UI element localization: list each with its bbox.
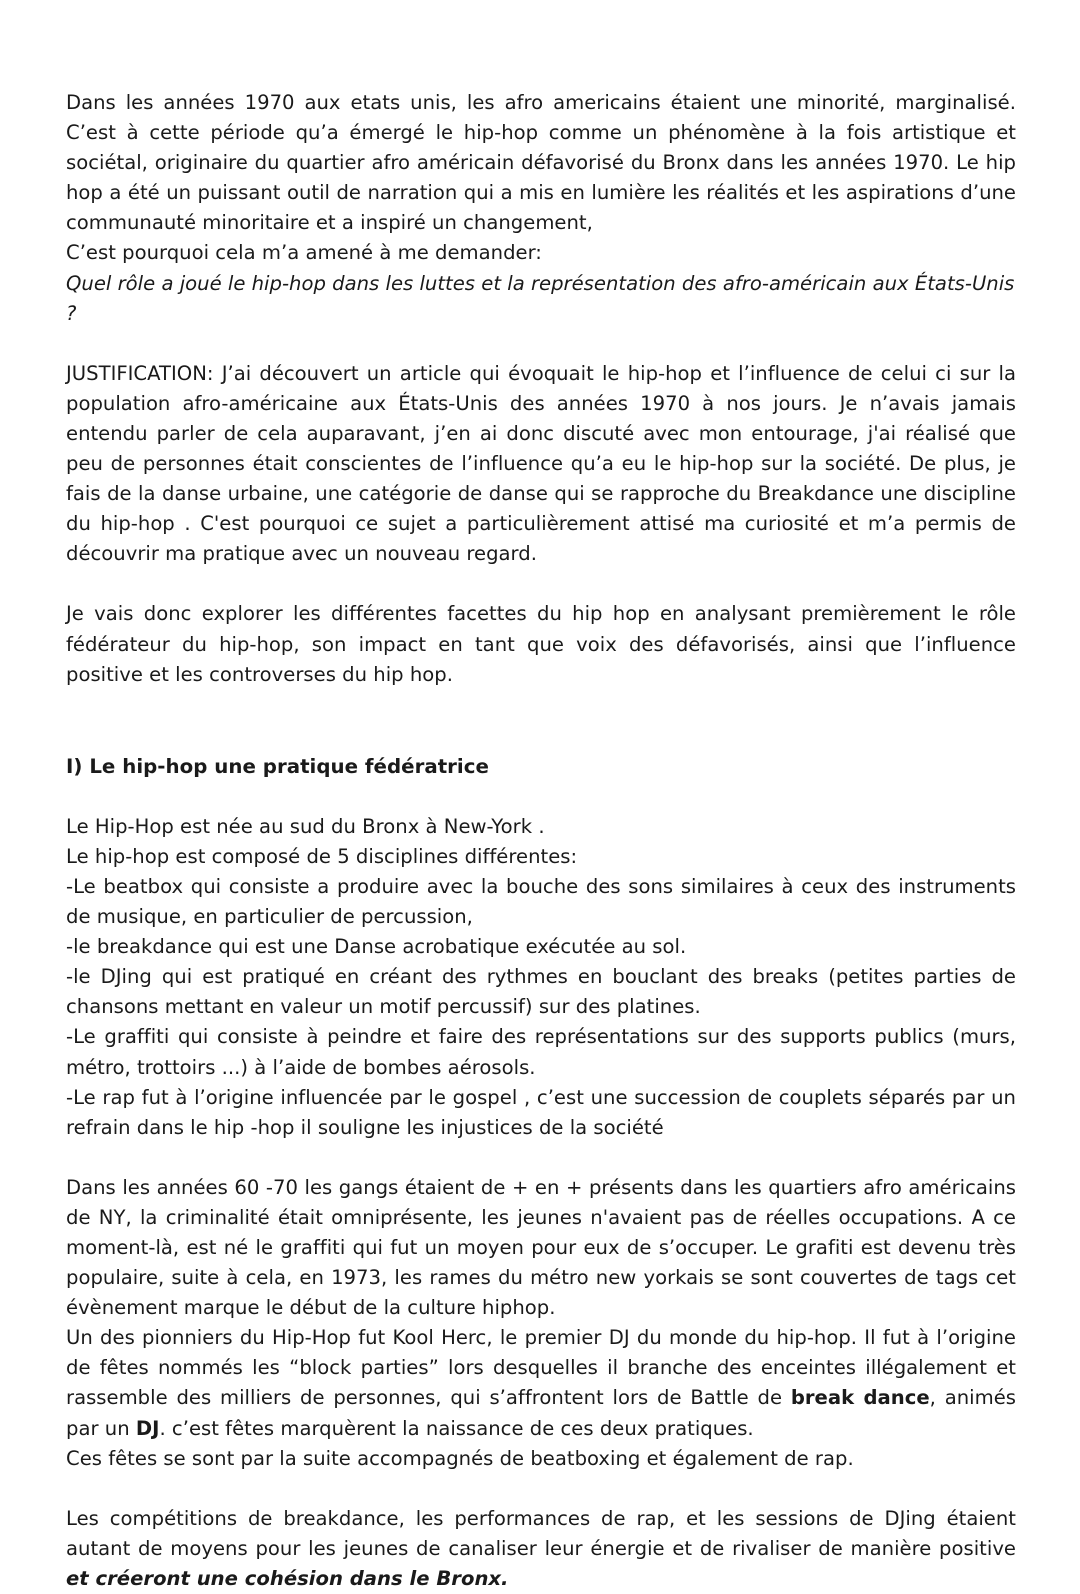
spacer xyxy=(66,1143,1016,1173)
justification-paragraph-text: JUSTIFICATION: J’ai découvert un article qui évoquait le hip-hop et l’influence de celui ci sur la population afro-américaine aux États-Unis des années 1970 à nos jours. Je n’avais jamais entendu parler de cela auparavant, j’en ai donc discuté avec mon entourage, j'ai réalisé que peu de personnes était conscientes de l’influence qu’a eu le hip-hop sur la société. De plus, je fais de la danse urbaine, une catégorie de danse qui se rapproche du Breakdance une discipline du hip-hop . C'est pourquoi ce sujet a particulièrement attisé ma curiosité et m’a permis de découvrir ma pratique avec un nouveau regard. xyxy=(66,361,1016,566)
kool-herc-bold-dj: DJ xyxy=(135,1416,160,1440)
spacer xyxy=(66,1474,1016,1504)
section-one-heading xyxy=(66,752,1016,782)
discipline-item xyxy=(66,872,1016,932)
kool-herc-bold-break-dance: break dance xyxy=(790,1386,930,1410)
kool-herc-part1: Un des pionniers du Hip-Hop fut Kool Herc, le premier DJ du monde du hip-hop. Il fut à l’origine de fêtes nommés les “block parties” lors desquelles il branche des enceintes illégalement et rassemble des milliers de personnes, qui s’affrontent lors de Battle de xyxy=(66,1326,1016,1410)
intro-paragraph-text: Dans les années 1970 aux etats unis, les afro americains étaient une minorité, marginalisé. C’est à cette période qu’a émergé le hip-hop comme un phénomène à la fois artistique et sociétal, originaire du quartier afro américain défavorisé du Bronx dans les années 1970. Le hip hop a été un puissant outil de narration qui a mis en lumière les réalités et les aspirations d’une communauté minoritaire et a inspiré un changement, xyxy=(66,91,1016,235)
section-one-intro-line-2-text: Le hip-hop est composé de 5 disciplines différentes: xyxy=(66,844,578,868)
conclusion-bold-italic: et créeront une cohésion dans le Bronx. xyxy=(66,1566,509,1590)
research-question xyxy=(66,269,1016,329)
discipline-item-text: -Le beatbox qui consiste a produire avec la bouche des sons similaires à ceux des instruments de musique, en particulier de percussion, xyxy=(66,874,1016,929)
gangs-paragraph-text: Dans les années 60 -70 les gangs étaient de + en + présents dans les quartiers afro américains de NY, la criminalité était omniprésente, les jeunes n'avaient pas de réelles occupations. A ce moment-là, est né le graffiti qui fut un moyen pour eux de s’occuper. Le grafiti est devenu très populaire, suite à cela, en 1973, les rames du métro new yorkais se sont couvertes de tags cet évènement marque le début de la culture hiphop. xyxy=(66,1175,1016,1320)
justification-paragraph xyxy=(66,359,1016,570)
conclusion-paragraph xyxy=(66,1504,1016,1594)
conclusion-part1: Les compétitions de breakdance, les performances de rap, et les sessions de DJing étaient autant de moyens pour les jeunes de canaliser leur énergie et de rivaliser de manière positive xyxy=(66,1506,1016,1560)
kool-herc-part3: . c’est fêtes marquèrent la naissance de ces deux pratiques. xyxy=(159,1416,754,1440)
discipline-item-text: -Le graffiti qui consiste à peindre et faire des représentations sur des supports publics (murs, métro, trottoirs ...) à l’aide de bombes aérosols. xyxy=(66,1025,1016,1079)
spacer xyxy=(66,782,1016,812)
spacer xyxy=(66,690,1016,752)
spacer xyxy=(66,329,1016,359)
section-one-heading-text: I) Le hip-hop une pratique fédératrice xyxy=(66,754,489,778)
discipline-item-text: -Le rap fut à l’origine influencée par le gospel , c’est une succession de couplets séparés par un refrain dans le hip -hop il souligne les injustices de la société xyxy=(66,1085,1016,1139)
discipline-item xyxy=(66,932,1016,962)
intro-lead-in xyxy=(66,238,1016,268)
intro-paragraph xyxy=(66,88,1016,238)
discipline-item-text: -le DJing qui est pratiqué en créant des rythmes en bouclant des breaks (petites parties de chansons mettant en valeur un motif percussif) sur des platines. xyxy=(66,965,1016,1019)
document-body xyxy=(66,88,1016,1594)
announcement-paragraph xyxy=(66,599,1016,689)
discipline-item xyxy=(66,1022,1016,1082)
section-one-intro-line-1 xyxy=(66,812,1016,842)
beatboxing-line xyxy=(66,1444,1016,1474)
announcement-paragraph-text: Je vais donc explorer les différentes facettes du hip hop en analysant premièrement le rôle fédérateur du hip-hop, son impact en tant que voix des défavorisés, ainsi que l’influence positive et les controverses du hip hop. xyxy=(66,602,1016,686)
spacer xyxy=(66,569,1016,599)
discipline-item xyxy=(66,962,1016,1022)
research-question-text: Quel rôle a joué le hip-hop dans les luttes et la représentation des afro-américain aux États-Unis ? xyxy=(66,271,1015,325)
kool-herc-part2: , animés par un xyxy=(66,1386,1016,1440)
discipline-item xyxy=(66,1083,1016,1143)
intro-lead-in-text: C’est pourquoi cela m’a amené à me demander: xyxy=(66,241,542,265)
discipline-item-text: -le breakdance qui est une Danse acrobatique exécutée au sol. xyxy=(66,935,687,959)
gangs-paragraph xyxy=(66,1173,1016,1323)
beatboxing-line-text: Ces fêtes se sont par la suite accompagnés de beatboxing et également de rap. xyxy=(66,1446,854,1470)
kool-herc-paragraph xyxy=(66,1323,1016,1443)
section-one-intro-line-1-text: Le Hip-Hop est née au sud du Bronx à New-York . xyxy=(66,814,545,838)
section-one-intro-line-2 xyxy=(66,842,1016,872)
